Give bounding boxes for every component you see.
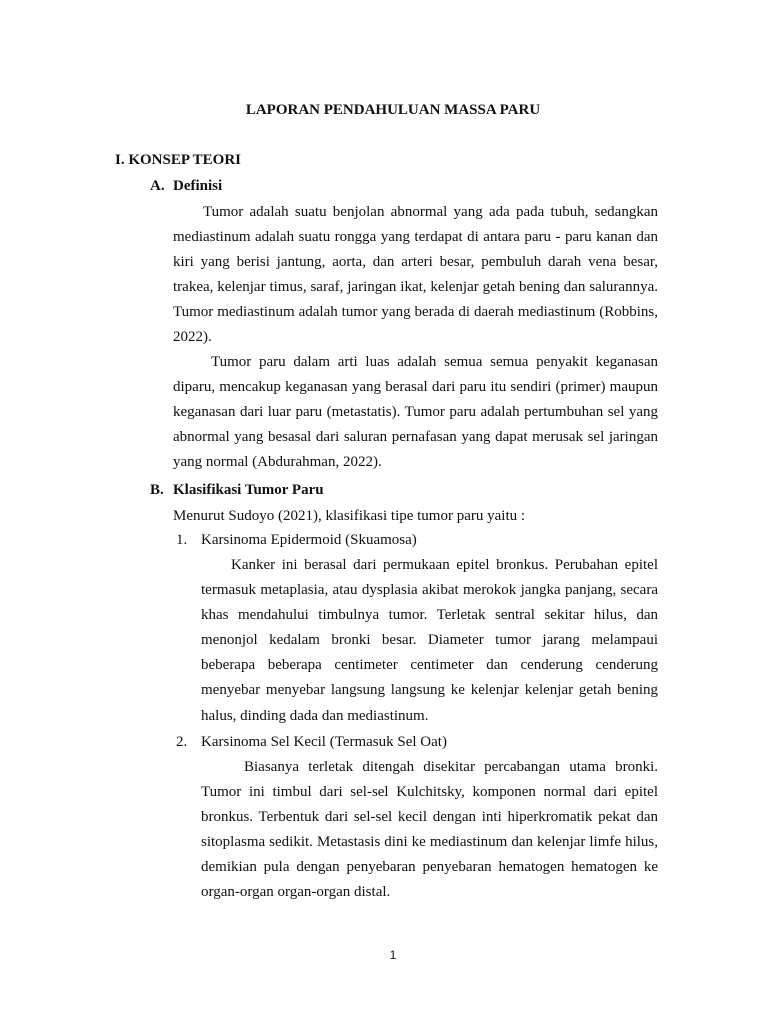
- list-item-paragraph: Kanker ini berasal dari permukaan epitel bronkus. Perubahan epitel termasuk metaplasia, atau dysplasia akibat merokok jangka panjang, secara khas mendahului timbulnya tumor. Terletak sentral sekitar hilus, dan menonjol kedalam bronki besar. Diameter tumor jarang melampaui beberapa beberapa centimeter centimeter dan cenderung cenderung menyebar menyebar langsung langsung ke kelenjar kelenjar getah bening halus, dinding dada dan mediastinum.: [201, 557, 658, 724]
- list-item-paragraph: Biasanya terletak ditengah disekitar percabangan utama bronki. Tumor ini timbul dari sel-sel Kulchitsky, komponen normal dari epitel bronkus. Terbentuk dari sel-sel kecil dengan inti hiperkromatik pekat dan sitoplasma sedikit. Metastasis dini ke mediastinum dan kelenjar limfe hilus, demikian pula dengan penyebaran penyebaran hematogen hematogen ke organ-organ organ-organ distal.: [201, 759, 658, 901]
- subsection-marker: A.: [150, 178, 165, 194]
- subsection-title: Klasifikasi Tumor Paru: [173, 482, 324, 498]
- list-item-number: 1.: [176, 532, 188, 548]
- definisi-paragraph-1: Tumor adalah suatu benjolan abnormal yang ada pada tubuh, sedangkan mediastinum adalah suatu rongga yang terdapat di antara paru - paru kanan dan kiri yang berisi jantung, aorta, dan arteri besar, pembuluh darah vena besar, trakea, kelenjar timus, saraf, jaringan ikat, kelenjar getah bening dan salurannya. Tumor mediastinum adalah tumor yang berada di daerah mediastinum (Robbins, 2022).: [173, 204, 658, 346]
- klasifikasi-intro: Menurut Sudoyo (2021), klasifikasi tipe tumor paru yaitu :: [173, 508, 526, 524]
- page-title: LAPORAN PENDAHULUAN MASSA PARU: [245, 102, 541, 118]
- subsection-heading-klasifikasi: [150, 482, 324, 499]
- list-item-heading: [176, 532, 417, 549]
- subsection-marker: B.: [150, 482, 164, 498]
- page-number: 1: [389, 948, 397, 962]
- subsection-title: Definisi: [173, 178, 223, 194]
- list-item-title: Karsinoma Epidermoid (Skuamosa): [201, 532, 417, 548]
- section-heading-konsep-teori: I. KONSEP TEORI: [115, 152, 242, 168]
- subsection-heading-definisi: [150, 178, 222, 195]
- list-item-title: Karsinoma Sel Kecil (Termasuk Sel Oat): [201, 734, 447, 750]
- list-item-number: 2.: [176, 734, 188, 750]
- definisi-paragraph-2: Tumor paru dalam arti luas adalah semua semua penyakit keganasan diparu, mencakup keganasan yang berasal dari paru itu sendiri (primer) maupun keganasan dari luar paru (metastatis). Tumor paru adalah pertumbuhan sel yang abnormal yang besasal dari saluran pernafasan yang dapat merusak sel jaringan yang normal (Abdurahman, 2022).: [173, 354, 658, 471]
- list-item-heading: [176, 734, 447, 751]
